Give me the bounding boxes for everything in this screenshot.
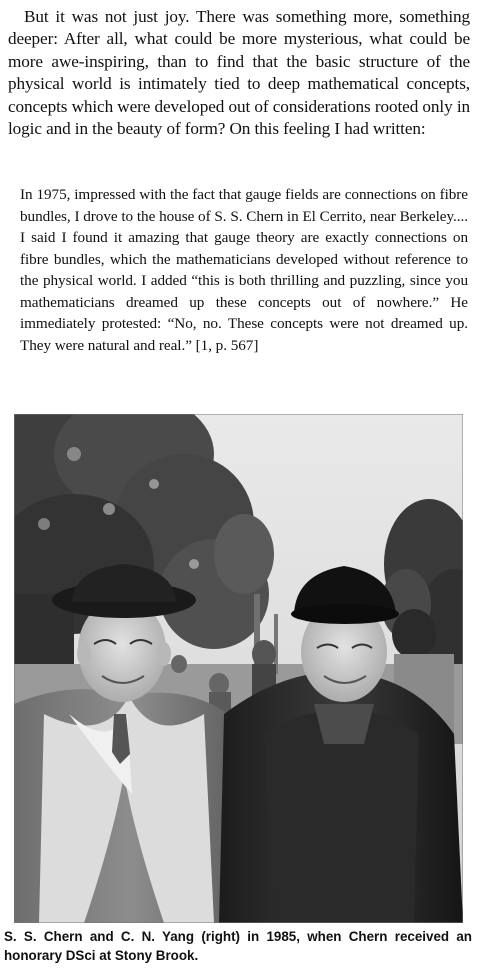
block-quote: In 1975, impressed with the fact that gauge fields are connections on fibre bundles, I drove to the house of S. S. Chern in El Cerrito, near Berkeley.... I said I found it amazing that gauge theory are exactly connections on fibre bundles, which the mathematicians developed without reference to the physical world. I added “this is both thrilling and puzzling, since you mathematicians dreamed up these concepts out of nowhere.” He immediately protested: “No, no. These concepts were not dreamed up. They were natural and real.” [1, p. 567] [20,186,468,354]
body-paragraph [8,6,470,140]
photograph-image [14,414,463,923]
photograph [14,414,463,923]
photo-caption: S. S. Chern and C. N. Yang (right) in 1985, when Chern received an honorary DSci at Stony Brook. [4,929,472,963]
body-paragraph-text: But it was not just joy. There was something more, something deeper: After all, what could be more mysterious, what could be more awe-inspiring, than to find that the basic structure of the physical world is intimately tied to deep mathematical concepts, concepts which were developed out of considerations rooted only in logic and in the beauty of form? On this feeling I had written: [8,7,470,139]
